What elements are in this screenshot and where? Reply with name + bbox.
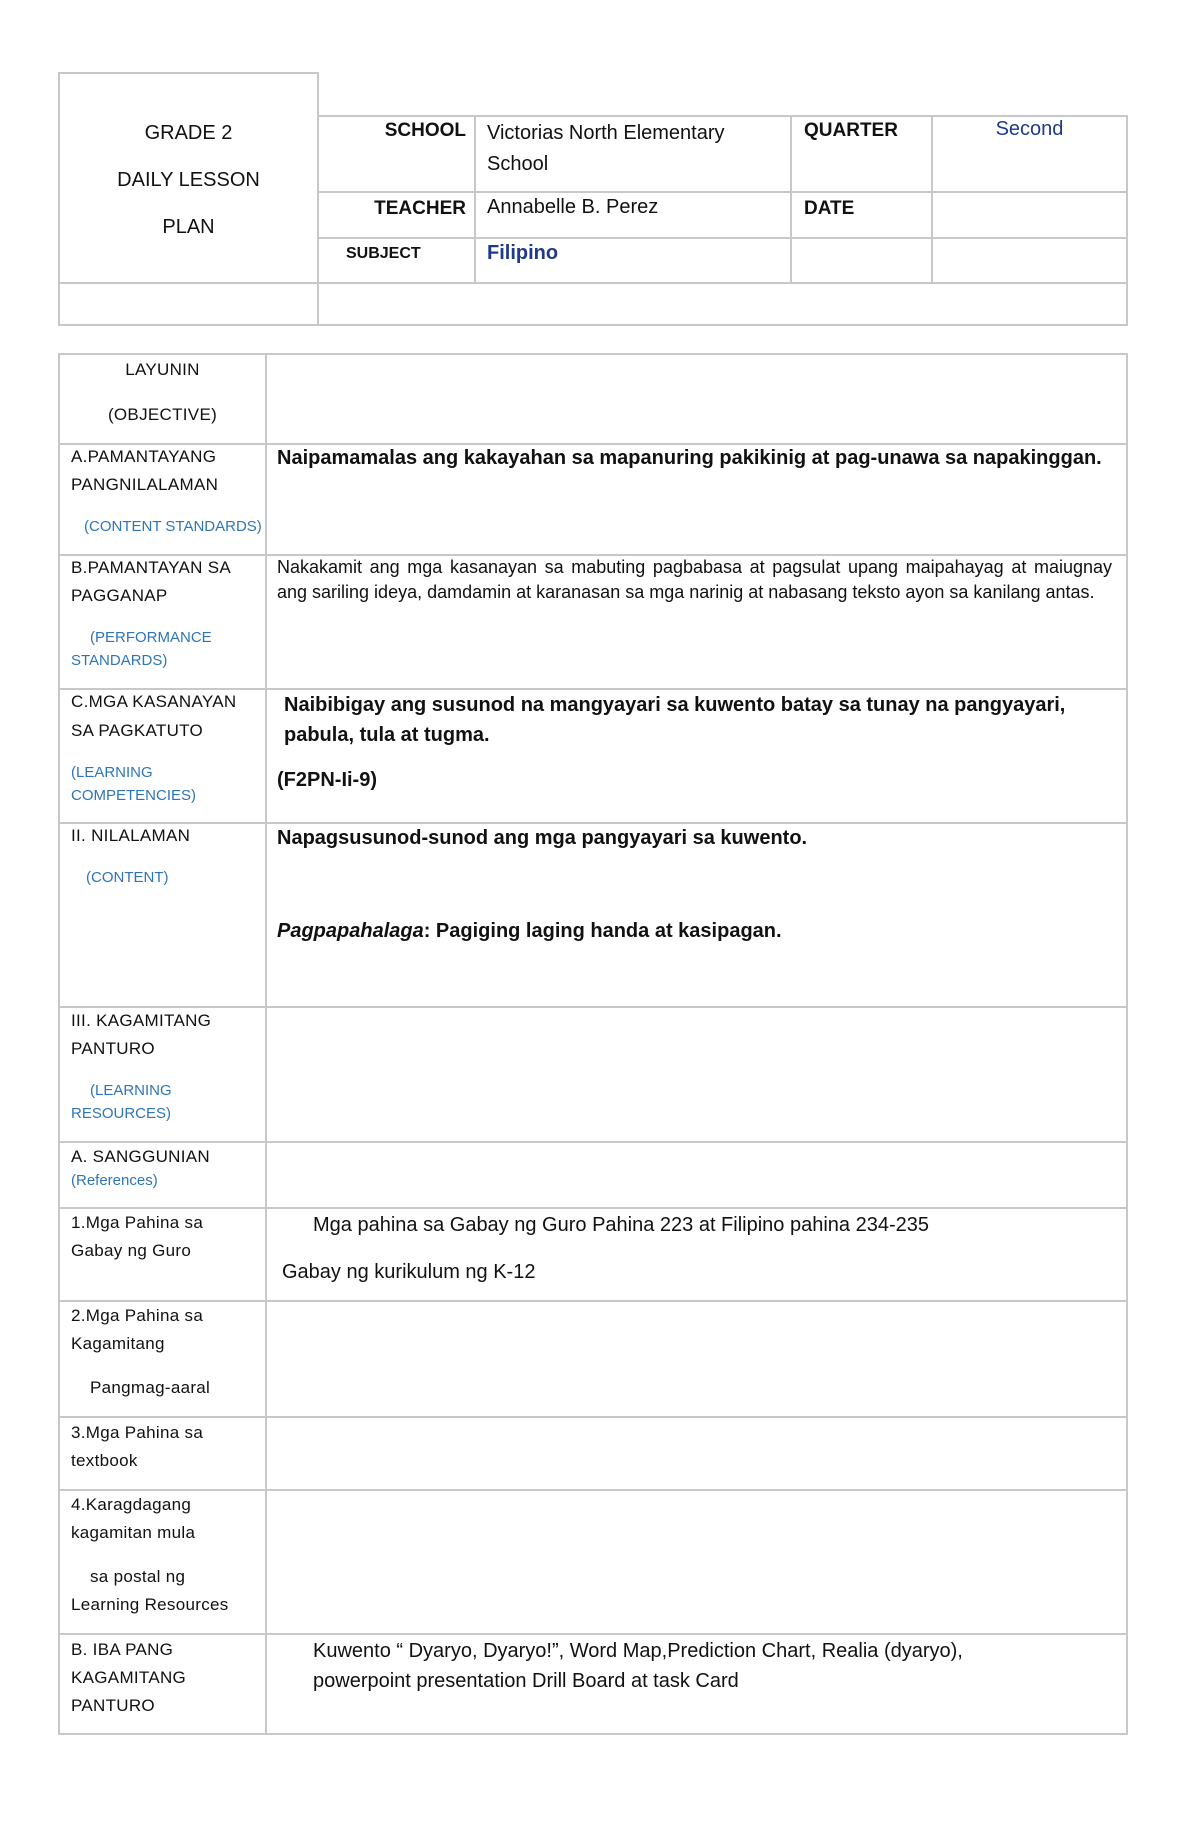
row-kagamitang-label3: Pangmag-aaral	[90, 1378, 211, 1397]
row-competencies-label2: SA PAGKATUTO	[71, 721, 204, 740]
row-content-standards-label2: PANGNILALAMAN	[71, 475, 219, 494]
row-references-sub: (References)	[71, 1172, 158, 1189]
row-competencies-code: (F2PN-Ii-9)	[277, 769, 377, 791]
row-textbook-label2: textbook	[71, 1451, 138, 1470]
subject-value: Filipino	[487, 242, 559, 264]
row-iba-pang-text2: powerpoint presentation Drill Board at task Card	[313, 1670, 739, 1692]
row-karagdagang-label2: kagamitan mula	[71, 1523, 196, 1542]
value-label: Pagpapahalaga	[277, 920, 424, 942]
school-value: Victorias North Elementary School	[487, 122, 725, 175]
row-iba-pang-label: B. IBA PANG	[71, 1640, 174, 1659]
quarter-value: Second	[995, 118, 1064, 140]
teacher-label: TEACHER	[374, 198, 466, 219]
row-textbook-label: 3.Mga Pahina sa	[71, 1423, 204, 1442]
row-nilalaman-label: II. NILALAMAN	[71, 826, 191, 845]
row-competencies-label: C.MGA KASANAYAN	[71, 692, 237, 711]
row-nilalaman-text: Napagsusunod-sunod ang mga pangyayari sa kuwento.	[277, 827, 808, 849]
row-performance-standards-label2: PAGGANAP	[71, 586, 168, 605]
row-layunin-label: LAYUNIN	[125, 360, 200, 379]
quarter-label: QUARTER	[804, 120, 898, 141]
row-kagamitang-label2: Kagamitang	[71, 1334, 165, 1353]
row-resources-sub2: RESOURCES)	[71, 1105, 172, 1122]
row-performance-standards-sub1: (PERFORMANCE	[90, 629, 212, 646]
row-performance-standards-sub2: STANDARDS)	[71, 652, 168, 669]
school-label: SCHOOL	[384, 120, 466, 141]
row-nilalaman-value	[277, 916, 782, 946]
row-resources-label: III. KAGAMITANG	[71, 1011, 212, 1030]
row-iba-pang-text1: Kuwento “ Dyaryo, Dyaryo!”, Word Map,Prediction Chart, Realia (dyaryo),	[313, 1640, 963, 1662]
grade-title-line2: DAILY LESSON	[117, 169, 260, 191]
row-iba-pang-label2: KAGAMITANG	[71, 1668, 187, 1687]
row-resources-sub1: (LEARNING	[90, 1082, 172, 1099]
row-karagdagang-label: 4.Karagdagang	[71, 1495, 192, 1514]
grade-title-line3: PLAN	[162, 216, 215, 238]
row-karagdagang-label4: Learning Resources	[71, 1595, 229, 1614]
row-competencies-text1: Naibibigay ang susunod na mangyayari sa kuwento batay sa tunay na pangyayari,	[284, 694, 1066, 716]
row-performance-standards-text: Nakakamit ang mga kasanayan sa mabuting pagbabasa at pagsulat upang maipahayag at maiugnay ang sariling ideya, damdamin at karanasan sa mga narinig at nabasang teksto ayon sa kanilang antas.	[277, 557, 1112, 602]
row-references-label: A. SANGGUNIAN	[71, 1147, 210, 1166]
row-gabay-guro-text1: Mga pahina sa Gabay ng Guro Pahina 223 at Filipino pahina 234-235	[313, 1214, 929, 1236]
row-performance-standards-label: B.PAMANTAYAN SA	[71, 558, 232, 577]
teacher-value: Annabelle B. Perez	[487, 196, 659, 218]
row-competencies-sub2: COMPETENCIES)	[71, 787, 197, 804]
row-iba-pang-label3: PANTURO	[71, 1696, 155, 1715]
row-content-standards-sub: (CONTENT STANDARDS)	[84, 518, 262, 535]
row-karagdagang-label3: sa postal ng	[90, 1567, 186, 1586]
row-gabay-guro-label: 1.Mga Pahina sa	[71, 1213, 204, 1232]
row-content-standards-text: Naipamamalas ang kakayahan sa mapanuring pakikinig at pag-unawa sa napakinggan.	[277, 447, 1102, 469]
row-layunin-sublabel: (OBJECTIVE)	[107, 405, 218, 424]
row-competencies-sub1: (LEARNING	[71, 764, 153, 781]
row-gabay-guro-label2: Gabay ng Guro	[71, 1241, 192, 1260]
date-label: DATE	[804, 198, 855, 219]
row-resources-label2: PANTURO	[71, 1039, 155, 1058]
row-competencies-text2: pabula, tula at tugma.	[284, 724, 490, 746]
subject-label: SUBJECT	[346, 245, 421, 262]
value-text: : Pagiging laging handa at kasipagan.	[423, 920, 782, 942]
grade-title-line1: GRADE 2	[144, 122, 233, 144]
row-nilalaman-sub: (CONTENT)	[86, 869, 169, 886]
row-gabay-guro-text2: Gabay ng kurikulum ng K-12	[282, 1261, 536, 1283]
row-kagamitang-label: 2.Mga Pahina sa	[71, 1306, 204, 1325]
row-content-standards-label: A.PAMANTAYANG	[71, 447, 217, 466]
